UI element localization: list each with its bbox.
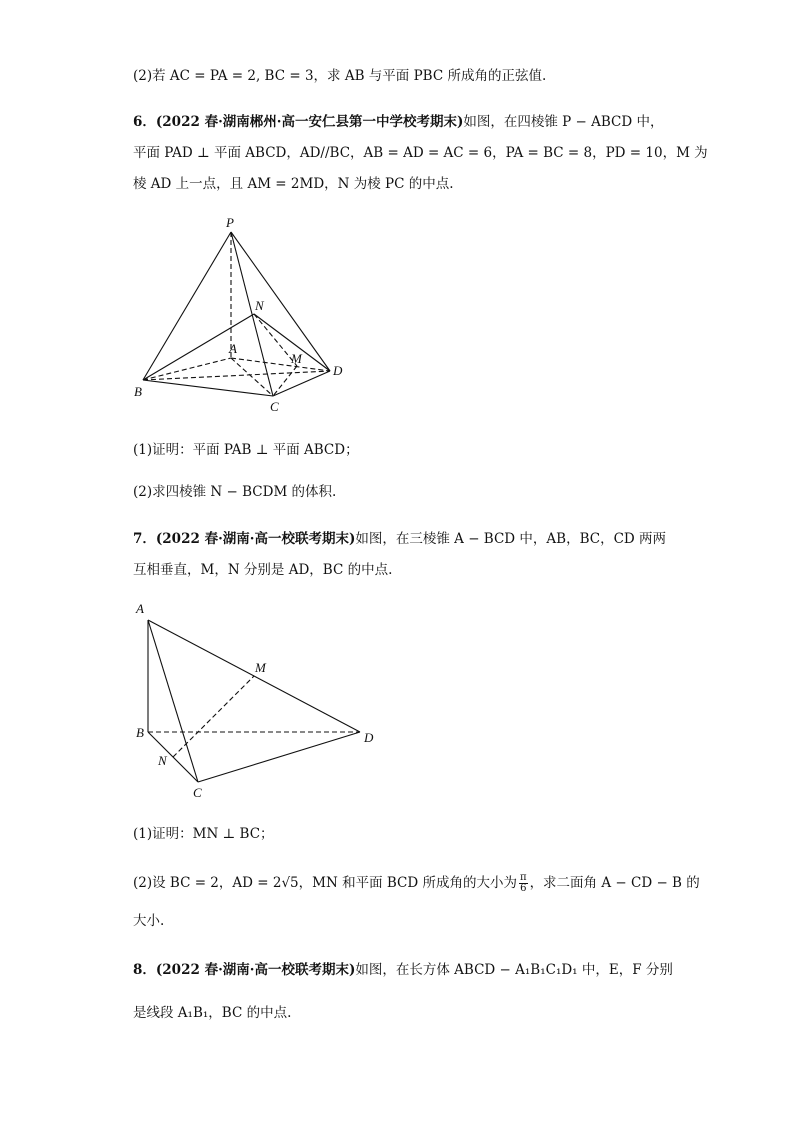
edge-CD xyxy=(198,732,360,782)
q6-line1: 如图，在四棱锥 P − ABCD 中， xyxy=(463,114,664,130)
q7-number: 7． xyxy=(133,531,156,547)
q7-sub2 xyxy=(133,873,700,894)
edge-MC xyxy=(273,366,297,396)
frac-denominator: 6 xyxy=(520,883,527,894)
q7-sub2-part1: (2)设 BC = 2，AD = 2√5，MN 和平面 BCD 所成角的大小为 xyxy=(133,875,517,891)
q7-sub2-part2: ，求二面角 A − CD − B 的 xyxy=(529,875,700,891)
q6-sub2: (2)求四棱锥 N − BCDM 的体积. xyxy=(133,484,337,500)
q5-part2: (2)若 AC = PA = 2, BC = 3，求 AB 与平面 PBC 所成角的正弦值. xyxy=(133,68,547,84)
q7-source: (2022 春·湖南·高一校联考期末) xyxy=(155,531,356,547)
q8-header xyxy=(133,960,673,980)
label-N: N xyxy=(255,298,264,313)
pi-over-six-fraction xyxy=(519,873,528,894)
q6-line3: 棱 AD 上一点，且 AM = 2MD，N 为棱 PC 的中点. xyxy=(133,176,454,192)
edge-AC xyxy=(231,358,273,396)
label-A: A xyxy=(229,341,237,356)
label-M: M xyxy=(291,351,302,366)
q6-number: 6． xyxy=(133,114,156,130)
q7-tetrahedron-figure xyxy=(125,598,385,803)
label-C: C xyxy=(270,399,279,414)
q7-line2: 互相垂直，M，N 分别是 AD，BC 的中点. xyxy=(133,562,393,578)
q7-header xyxy=(133,529,666,549)
label-D: D xyxy=(333,363,343,378)
edge-BN xyxy=(143,314,254,380)
q6-line2: 平面 PAD ⊥ 平面 ABCD，AD//BC，AB = AD = AC = 6，PA = BC = 8，PD = 10，M 为 xyxy=(133,145,708,161)
edge-BC xyxy=(143,380,273,396)
q7-sub2-line2: 大小. xyxy=(133,913,165,929)
label-C: C xyxy=(193,785,202,800)
label-D: D xyxy=(364,730,374,745)
q6-sub1: (1)证明：平面 PAB ⊥ 平面 ABCD； xyxy=(133,442,359,458)
edge-CD xyxy=(273,371,330,396)
q7-sub1: (1)证明：MN ⊥ BC； xyxy=(133,826,274,842)
q8-source: (2022 春·湖南·高一校联考期末) xyxy=(155,962,356,978)
q7-line1: 如图，在三棱锥 A − BCD 中，AB，BC，CD 两两 xyxy=(355,531,667,547)
edge-BD xyxy=(143,371,330,380)
q8-line1: 如图，在长方体 ABCD − A₁B₁C₁D₁ 中，E，F 分别 xyxy=(355,962,673,978)
edge-PB xyxy=(143,232,231,380)
label-B: B xyxy=(134,384,142,399)
q6-source: (2022 春·湖南郴州·高一安仁县第一中学校考期末) xyxy=(155,114,464,130)
q8-number: 8． xyxy=(133,962,156,978)
label-B: B xyxy=(136,725,144,740)
label-M: M xyxy=(255,660,266,675)
q6-pyramid-figure xyxy=(125,210,355,420)
edge-NM xyxy=(173,676,254,757)
label-N: N xyxy=(158,753,167,768)
frac-numerator: π xyxy=(519,872,527,883)
q8-line2: 是线段 A₁B₁，BC 的中点. xyxy=(133,1005,292,1021)
label-P: P xyxy=(226,215,234,230)
label-A: A xyxy=(136,601,144,616)
edge-PC xyxy=(231,232,273,396)
edge-PD xyxy=(231,232,330,371)
q6-header xyxy=(133,112,664,132)
